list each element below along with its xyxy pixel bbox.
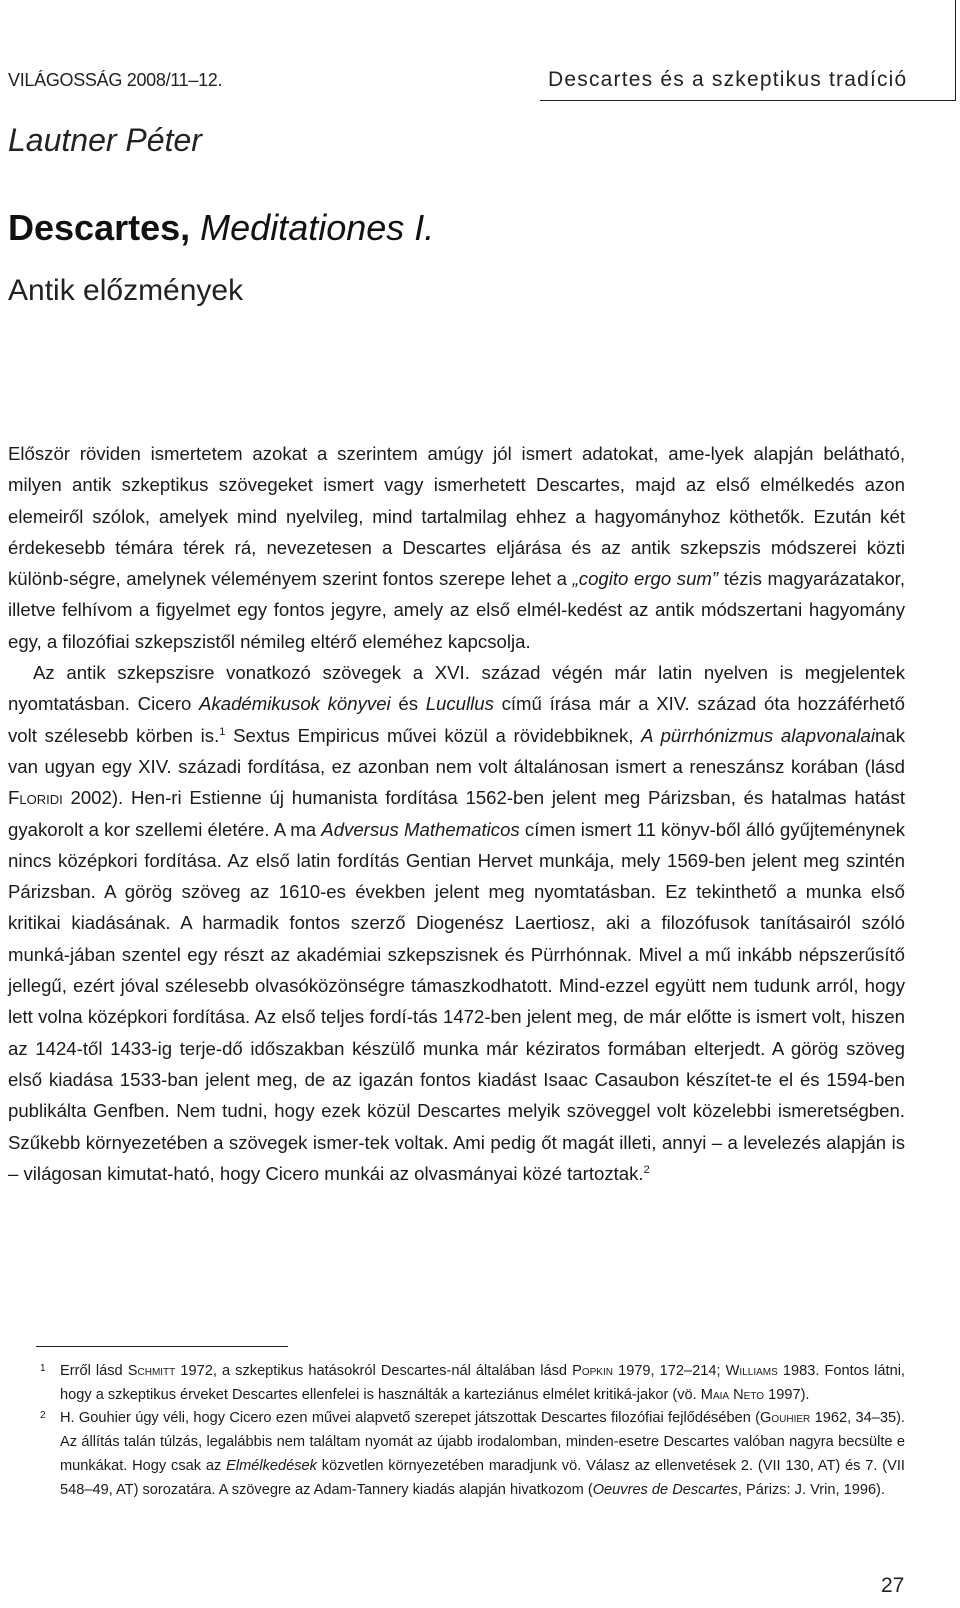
footnote-number: 1 <box>40 1363 46 1374</box>
work-title-academica: Akadémikusok könyvei <box>199 693 391 715</box>
cogito-phrase: „cogito ergo sum” <box>572 568 719 590</box>
footnote-ref-2[interactable]: 2 <box>643 1163 650 1176</box>
author-name: Lautner Péter <box>8 122 202 158</box>
work-title-lucullus: Lucullus <box>425 693 494 715</box>
paragraph-1: Először röviden ismertetem azokat a szerintem amúgy jól ismert adatokat, ame-lyek alapján belátható, milyen antik szkeptikus szövegeket ismert vagy ismerhetett Descartes, majd az első elmélkedés azon elemeiről szólok, amelyek mind nyelvileg, mind tartalmilag ehhez a hagyományhoz köthetők. Ezután két érdekesebb témára térek rá, nevezetesen a Descartes eljárása és az antik szkepszis módszerei közti különb-ségre, amelynek véleményem szerint fontos szerepe lehet a „cogito ergo sum” tézis magyarázatakor, illetve felhívom a figyelmet egy fontos jegyre, amely az első elmél-kedést az antik módszertani hagyomány egy, a filozófiai szkepszistől némileg eltérő eleméhez kapcsolja. <box>8 443 905 652</box>
footnote-separator <box>36 1346 288 1347</box>
paragraph-2: Az antik szkepszisre vonatkozó szövegek a XVI. század végén már latin nyelven is megjelentek nyomtatásban. Cicero Akadémikusok könyvei és Lucullus című írása már a XIV. század óta hozzáférhető volt szélesebb körben is.$^1$ Sextus Empiricus művei közül a rövidebbiknek, A pürrhónizmus alapvonalainak van ugyan egy XIV. századi fordítása, ez azonban nem volt általánosan ismert a reneszánsz korában (lásd Floridi 2002). Hen-ri Estienne új humanista fordítása 1562-ben jelent meg Párizsban, és hatalmas hatást gyakorolt a kor szellemi életére. A ma Adversus Mathematicos címen ismert 11 könyv-ből álló gyűjteménynek nincs középkori fordítása. Az első latin fordítás Gentian Hervet munkája, mely 1569-ben jelent meg szintén Párizsban. A görög szöveg az 1610-es években jelent meg nyomtatásban. Ez tekinthető a munka első kritikai kiadásának. A harmadik fontos szerző Diogenész Laertiosz, aki a filozófusok tanításairól szóló munká-jában szentel egy részt az akadémiai szkepszisnek és Pürrhónnak. Mivel a mű inkább népszerűsítő jellegű, ezért jóval szélesebb olvasóközönségre támaszkodhatott. Mind-ezzel együtt nem tudunk arról, hogy lett volna középkori fordítása. Az első teljes fordí-tás 1472-ben jelent meg, de már előtte is ismert volt, hiszen az 1424-től 1433-ig terje-dő időszakban készülő munka már kéziratos formában elterjedt. A görög szöveg első kiadása 1533-ban jelent meg, de az igazán fontos kiadást Isaac Casaubon készítet-te el és 1594-ben publikálta Genfben. Nem tudni, hogy ezek közül Descartes melyik szöveggel volt közelebbi ismeretségben. Szűkebb környezetében a szövegek ismer-tek voltak. Ami pedig őt magát illeti, annyi – a levelezés alapján is – világosan kimutat-ható, hogy Cicero munkái az olvasmányai közé tartoztak.$^2$ <box>8 662 906 1184</box>
article-title <box>8 207 434 249</box>
cited-author-floridi: Floridi <box>8 787 63 809</box>
work-title-pyrrh: A pürrhónizmus alapvonalai <box>641 724 876 746</box>
header-border-horizontal <box>540 100 956 101</box>
page-number: 27 <box>881 1574 905 1597</box>
header-border-vertical <box>955 0 956 100</box>
journal-issue: VILÁGOSSÁG 2008/11–12. <box>8 70 223 90</box>
running-title: Descartes és a szkeptikus tradíció <box>548 68 908 91</box>
footnote-ref-1[interactable]: 1 <box>219 725 226 738</box>
footnote-2: 2 H. Gouhier úgy véli, hogy Cicero ezen művei alapvető szerepet játszottak Descartes filozófiai fejlődésében (Gouhier 1962, 34–35). Az állítás talán túlzás, legalábbis nem találtam nyomát az újabb irodalomban, minden-esetre Descartes valóban nagyra becsülte e munkákat. Hogy csak az Elmélkedések közvetlen környezetében maradjunk vö. Válasz az ellenvetések 2. (VII 130, AT) és 7. (VII 548–49, AT) sorozatára. A szövegre az Adam-Tannery kiadás alapján hivatkozom (Oeuvres de Descartes, Párizs: J. Vrin, 1996). <box>40 1407 905 1502</box>
footnote-1: 1 Erről lásd Schmitt 1972, a szkeptikus hatásokról Descartes-nál általában lásd Popkin 1979, 172–214; Williams 1983. Fontos látni, hogy a szkeptikus érveket Descartes ellenfelei is használták a karteziánus elmélet kritiká-jakor (vö. Maia Neto 1997). <box>40 1360 905 1407</box>
article-subtitle: Antik előzmények <box>8 274 244 307</box>
work-title-adversus: Adversus Mathematicos <box>321 818 520 840</box>
title-part-1: Descartes, <box>8 207 191 248</box>
article-body <box>8 438 905 1189</box>
title-part-2: Meditationes I. <box>200 207 435 248</box>
footnotes <box>40 1360 905 1502</box>
footnote-number: 2 <box>40 1410 46 1422</box>
